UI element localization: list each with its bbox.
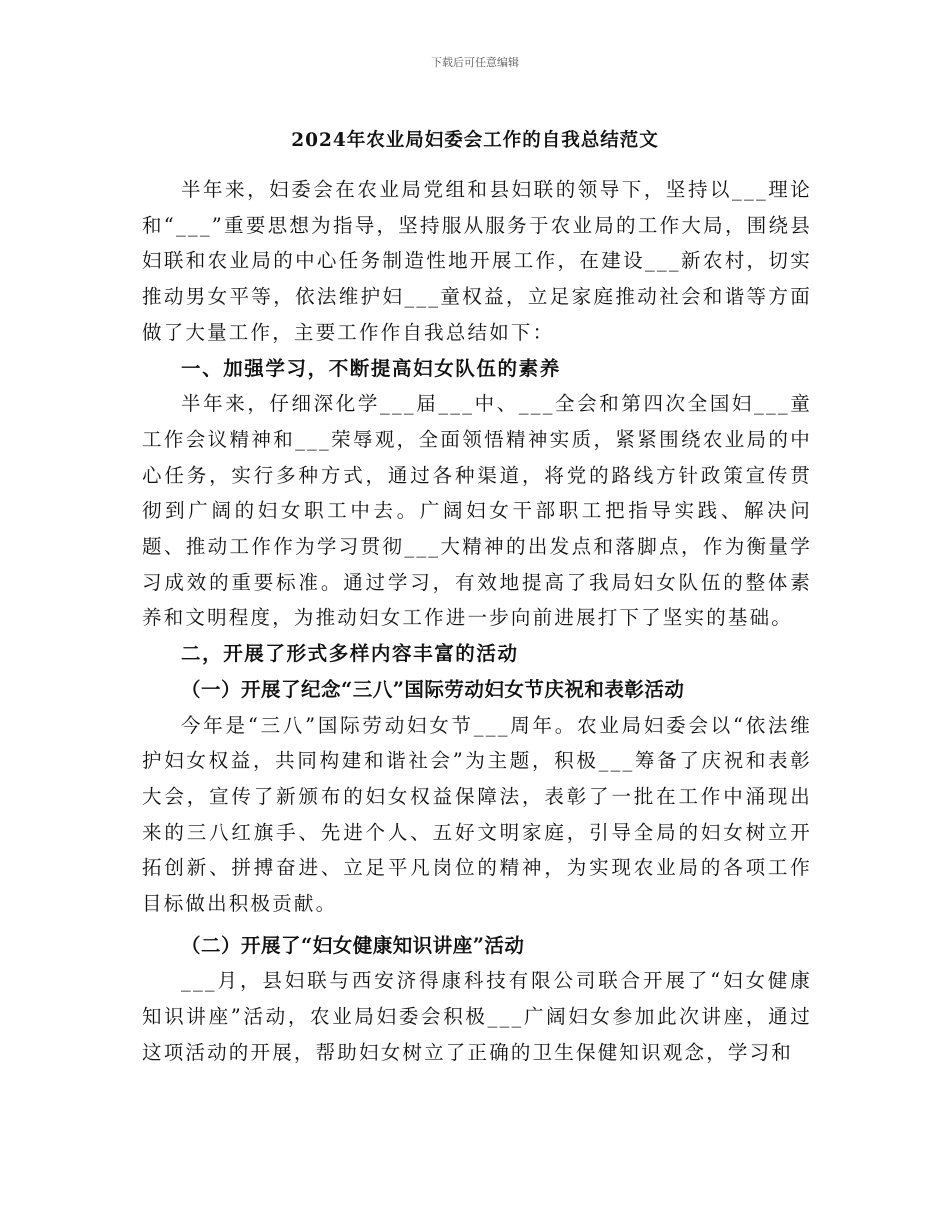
section-heading-1: 一、加强学习，不断提高妇女队伍的素养	[181, 356, 561, 380]
section-1-paragraph: 半年来，仔细深化学___届___中、___全会和第四次全国妇___童工作会议精神和___荣辱观，全面领悟精神实质，紧紧围绕农业局的中心任务，实行多种方式，通过各种渠道，将党的路线方针政策宣传贯彻到广阔的妇女职工中去。广阔妇女干部职工把指导实践、解决问题、推动工作作为学习贯彻___大精神的出发点和落脚点，作为衡量学习成效的重要标准。通过学习，有效地提高了我局妇女队伍的整体素养和文明程度，为推动妇女工作进一步向前进展打下了坚实的基础。	[142, 392, 812, 630]
subsection-1-paragraph: 今年是“三八”国际劳动妇女节___周年。农业局妇委会以“依法维护妇女权益，共同构建和谐社会”为主题，积极___筹备了庆祝和表彰大会，宣传了新颁布的妇女权益保障法，表彰了一批在工作中涌现出来的三八红旗手、先进个人、五好文明家庭，引导全局的妇女树立开拓创新、拼搏奋进、立足平凡岗位的精神，为实现农业局的各项工作目标做出积极贡献。	[142, 713, 812, 916]
subsection-2-paragraph: ___月，县妇联与西安济得康科技有限公司联合开展了“妇女健康知识讲座”活动，农业局妇委会积极___广阔妇女参加此次讲座，通过这项活动的开展，帮助妇女树立了正确的卫生保健知识观念，学习和	[142, 969, 812, 1064]
header-note: 下载后可任意编辑	[431, 56, 519, 69]
subsection-heading-2: （二）开展了“妇女健康知识讲座”活动	[181, 933, 525, 957]
document-title: 2024年农业局妇委会工作的自我总结范文	[291, 130, 659, 151]
intro-paragraph: 半年来，妇委会在农业局党组和县妇联的领导下，坚持以___理论和“___”重要思想为指导，坚持服从服务于农业局的工作大局，围绕县妇联和农业局的中心任务制造性地开展工作，在建设___新农村，切实推动男女平等，依法维护妇___童权益，立足家庭推动社会和谐等方面做了大量工作，主要工作作自我总结如下：	[142, 178, 812, 344]
document-body	[142, 172, 812, 1071]
subsection-heading-1: （一）开展了纪念“三八”国际劳动妇女节庆祝和表彰活动	[181, 677, 685, 701]
section-heading-2: 二，开展了形式多样内容丰富的活动	[181, 642, 519, 666]
